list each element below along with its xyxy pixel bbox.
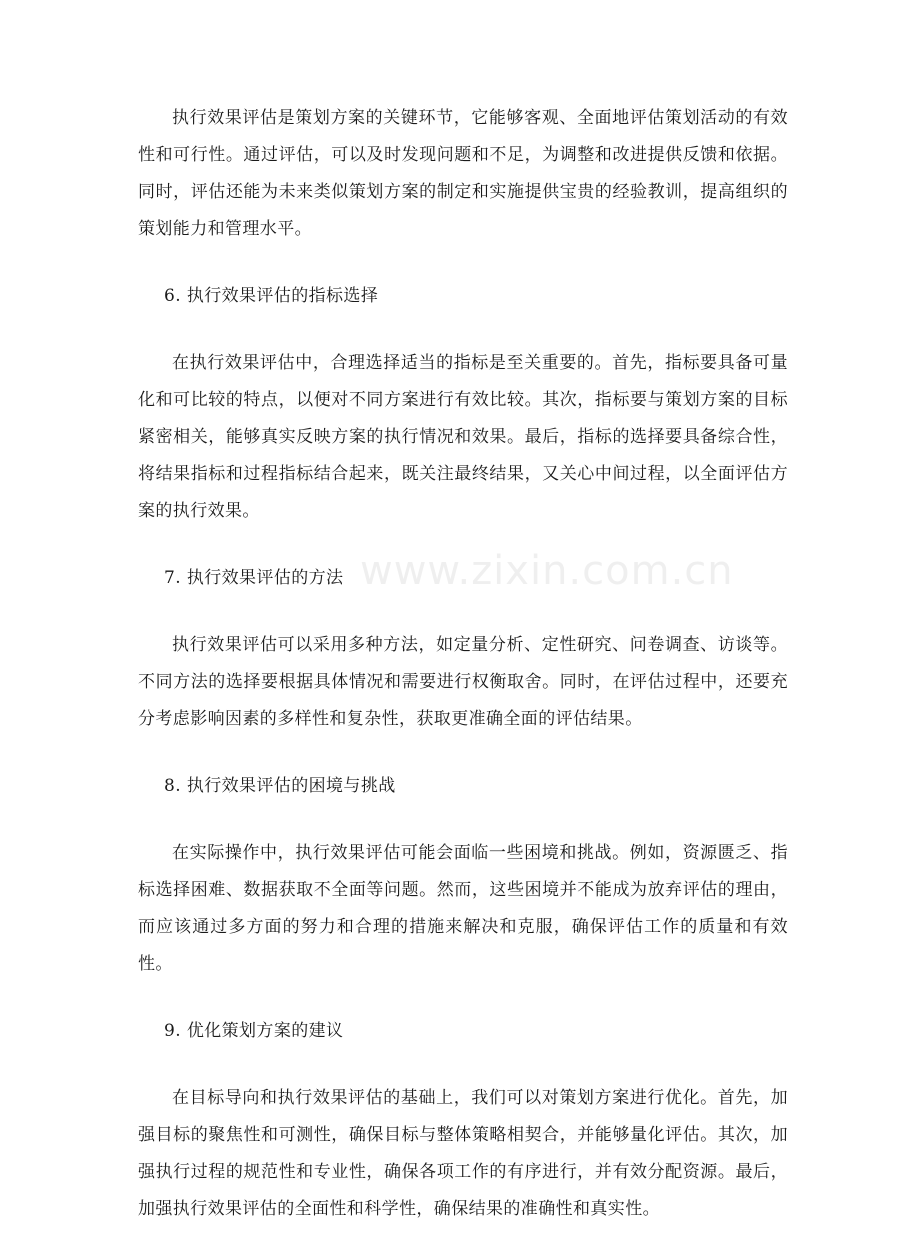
document-body: [138, 100, 788, 1258]
paragraph-evaluation-methods: 执行效果评估可以采用多种方法，如定量分析、定性研究、问卷调查、访谈等。不同方法的选择要根据具体情况和需要进行权衡取舍。同时，在评估过程中，还要充分考虑影响因素的多样性和复杂性，获取更准确全面的评估结果。: [138, 635, 788, 729]
paragraph-challenges: 在实际操作中，执行效果评估可能会面临一些困境和挑战。例如，资源匮乏、指标选择困难、数据获取不全面等问题。然而，这些困境并不能成为放弃评估的理由，而应该通过多方面的努力和合理的措施来解决和克服，确保评估工作的质量和有效性。: [138, 843, 788, 974]
section-heading-7: 7. 执行效果评估的方法: [164, 568, 344, 588]
watermark-text: www.zixin.com.cn: [360, 548, 734, 594]
section-heading-9: 9. 优化策划方案的建议: [164, 1021, 344, 1041]
section-heading-6: 6. 执行效果评估的指标选择: [164, 286, 379, 306]
paragraph-indicator-selection: 在执行效果评估中，合理选择适当的指标是至关重要的。首先，指标要具备可量化和可比较的特点，以便对不同方案进行有效比较。其次，指标要与策划方案的目标紧密相关，能够真实反映方案的执行情况和效果。最后，指标的选择要具备综合性，将结果指标和过程指标结合起来，既关注最终结果，又关心中间过程，以全面评估方案的执行效果。: [138, 353, 788, 521]
section-heading-8: 8. 执行效果评估的困境与挑战: [164, 776, 396, 796]
paragraph-optimization: 在目标导向和执行效果评估的基础上，我们可以对策划方案进行优化。首先，加强目标的聚焦性和可测性，确保目标与整体策略相契合，并能够量化评估。其次，加强执行过程的规范性和专业性，确保各项工作的有序进行，并有效分配资源。最后，加强执行效果评估的全面性和科学性，确保结果的准确性和真实性。: [138, 1088, 788, 1219]
paragraph-intro: 执行效果评估是策划方案的关键环节，它能够客观、全面地评估策划活动的有效性和可行性。通过评估，可以及时发现问题和不足，为调整和改进提供反馈和依据。同时，评估还能为未来类似策划方案的制定和实施提供宝贵的经验教训，提高组织的策划能力和管理水平。: [138, 108, 788, 239]
